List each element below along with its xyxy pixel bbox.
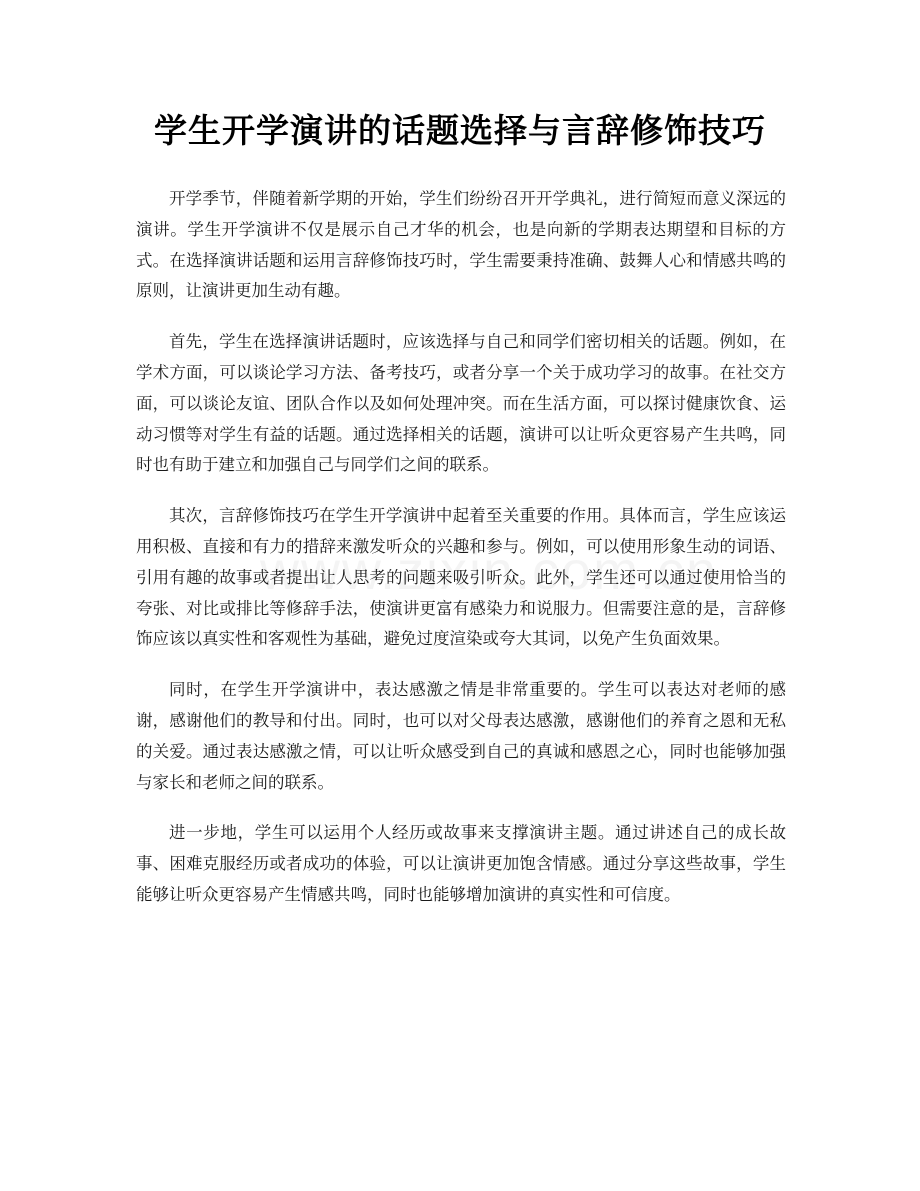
page-title: 学生开学演讲的话题选择与言辞修饰技巧: [154, 111, 766, 150]
document-body: [136, 184, 786, 931]
paragraph-5: 进一步地，学生可以运用个人经历或故事来支撑演讲主题。通过讲述自己的成长故事、困难克服经历或者成功的体验，可以让演讲更加饱含情感。通过分享这些故事，学生能够让听众更容易产生情感共鸣，同时也能够增加演讲的真实性和可信度。: [136, 823, 786, 904]
paragraph-3: 其次，言辞修饰技巧在学生开学演讲中起着至关重要的作用。具体而言，学生应该运用积极、直接和有力的措辞来激发听众的兴趣和参与。例如，可以使用形象生动的词语、引用有趣的故事或者提出让人思考的问题来吸引听众。此外，学生还可以通过使用恰当的夸张、对比或排比等修辞手法，使演讲更富有感染力和说服力。但需要注意的是，言辞修饰应该以真实性和客观性为基础，避免过度渲染或夸大其词，以免产生负面效果。: [136, 506, 786, 649]
paragraph-2: 首先，学生在选择演讲话题时，应该选择与自己和同学们密切相关的话题。例如，在学术方面，可以谈论学习方法、备考技巧，或者分享一个关于成功学习的故事。在社交方面，可以谈论友谊、团队合作以及如何处理冲突。而在生活方面，可以探讨健康饮食、运动习惯等对学生有益的话题。通过选择相关的话题，演讲可以让听众更容易产生共鸣，同时也有助于建立和加强自己与同学们之间的联系。: [136, 332, 786, 475]
paragraph-4: 同时，在学生开学演讲中，表达感激之情是非常重要的。学生可以表达对老师的感谢，感谢他们的教导和付出。同时，也可以对父母表达感激，感谢他们的养育之恩和无私的关爱。通过表达感激之情，可以让听众感受到自己的真诚和感恩之心，同时也能够加强与家长和老师之间的联系。: [136, 680, 786, 792]
paragraph-1: 开学季节，伴随着新学期的开始，学生们纷纷召开开学典礼，进行简短而意义深远的演讲。学生开学演讲不仅是展示自己才华的机会，也是向新的学期表达期望和目标的方式。在选择演讲话题和运用言辞修饰技巧时，学生需要秉持准确、鼓舞人心和情感共鸣的原则，让演讲更加生动有趣。: [136, 189, 786, 301]
